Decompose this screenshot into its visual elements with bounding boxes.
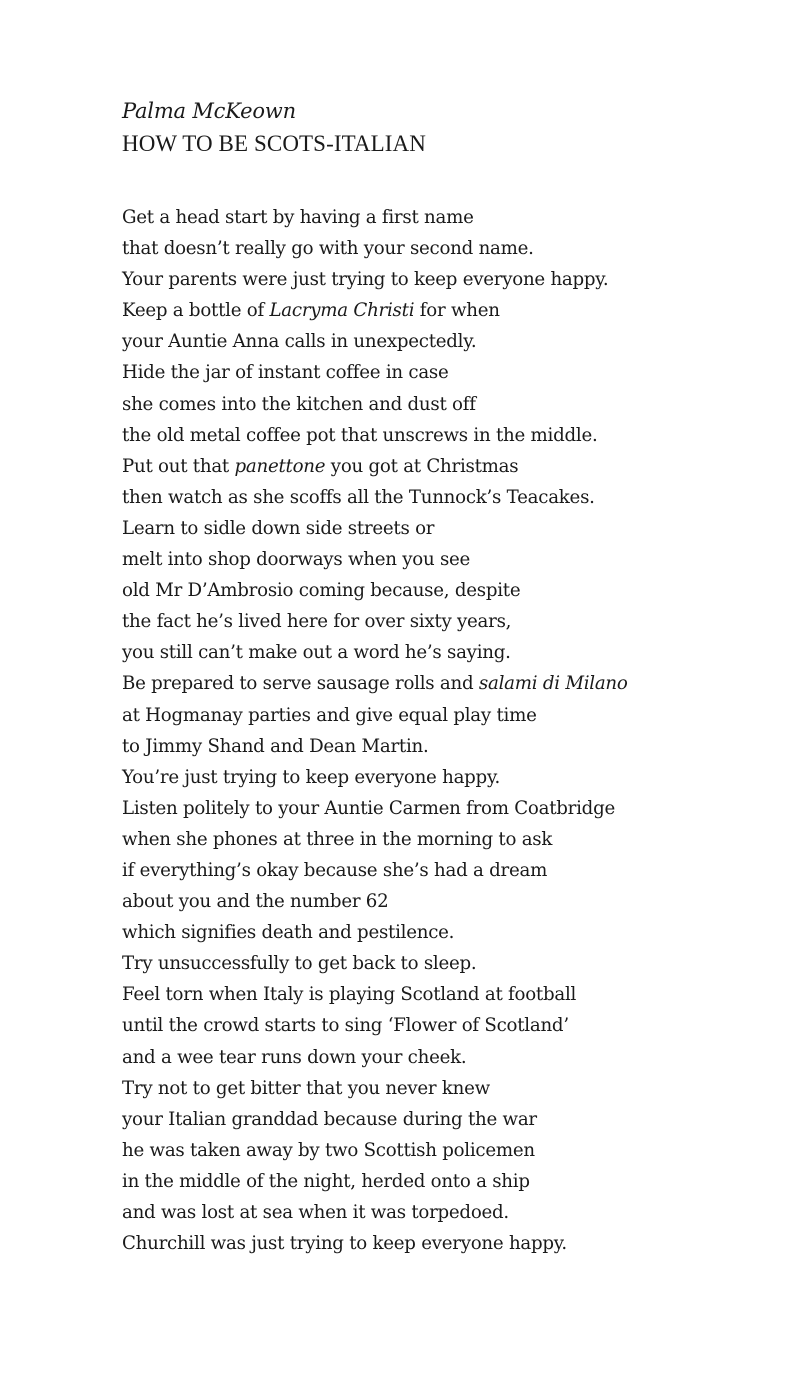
poem-line	[122, 1010, 782, 1041]
poem-line-segment: Learn to sidle down side streets or	[122, 517, 435, 539]
poem-line-segment: Listen politely to your Auntie Carmen from Coatbridge	[122, 797, 615, 819]
poem-line	[122, 295, 782, 326]
poem-page	[122, 96, 782, 1259]
poem-line-segment: Hide the jar of instant coffee in case	[122, 362, 449, 384]
poem-line	[122, 917, 782, 948]
poem-line-segment: Your parents were just trying to keep everyone happy.	[122, 269, 609, 291]
poem-line-segment: the fact he’s lived here for over sixty years,	[122, 611, 512, 633]
poem-line-segment: your Auntie Anna calls in unexpectedly.	[122, 331, 477, 353]
poem-line	[122, 948, 782, 979]
poem-line-italic-segment: panettone	[234, 455, 326, 477]
poem-line	[122, 389, 782, 420]
author-name: Palma McKeown	[122, 99, 296, 123]
poem-line	[122, 886, 782, 917]
poem-line	[122, 668, 782, 699]
poem-line-segment: the old metal coffee pot that unscrews in the middle.	[122, 424, 598, 446]
poem-line	[122, 513, 782, 544]
poem-line	[122, 575, 782, 606]
poem-line	[122, 1197, 782, 1228]
poem-line	[122, 326, 782, 357]
poem-line	[122, 1073, 782, 1104]
poem-line	[122, 544, 782, 575]
poem-line-segment: she comes into the kitchen and dust off	[122, 393, 476, 415]
poem-line	[122, 1135, 782, 1166]
poem-line-segment: Keep a bottle of	[122, 300, 270, 322]
poem-line-segment: and a wee tear runs down your cheek.	[122, 1046, 467, 1068]
poem-line-italic-segment: salami di Milano	[478, 673, 628, 695]
poem-title: HOW TO BE SCOTS-ITALIAN	[122, 131, 426, 156]
poem-line-segment: you still can’t make out a word he’s saying.	[122, 642, 511, 664]
poem-line	[122, 606, 782, 637]
poem-line	[122, 233, 782, 264]
poem-line	[122, 824, 782, 855]
poem-line	[122, 357, 782, 388]
poem-line-segment: when she phones at three in the morning to ask	[122, 828, 553, 850]
poem-line	[122, 1042, 782, 1073]
poem-line-segment: he was taken away by two Scottish policemen	[122, 1139, 535, 1161]
poem-line	[122, 1104, 782, 1135]
poem-line-segment: You’re just trying to keep everyone happy.	[122, 766, 501, 788]
poem-line-segment: until the crowd starts to sing ‘Flower of Scotland’	[122, 1015, 569, 1037]
poem-line-segment: Put out that	[122, 455, 235, 477]
poem-line-segment: if everything’s okay because she’s had a dream	[122, 859, 548, 881]
poem-line-segment: Get a head start by having a first name	[122, 207, 474, 228]
poem-line-segment: then watch as she scoffs all the Tunnock’s Teacakes.	[122, 486, 595, 508]
poem-line	[122, 420, 782, 451]
poem-line-segment: to Jimmy Shand and Dean Martin.	[122, 735, 429, 757]
poem-line	[122, 202, 782, 233]
poem-line-segment: which signifies death and pestilence.	[122, 922, 455, 944]
poem-body	[122, 202, 782, 1259]
poem-line	[122, 762, 782, 793]
poem-line	[122, 482, 782, 513]
poem-line-segment: old Mr D’Ambrosio coming because, despite	[122, 580, 521, 602]
poem-line-segment: and was lost at sea when it was torpedoed.	[122, 1202, 509, 1223]
poem-line-segment: about you and the number 62	[122, 891, 389, 913]
poem-line	[122, 855, 782, 886]
poem-line-segment: at Hogmanay parties and give equal play time	[122, 704, 537, 726]
poem-line-segment: in the middle of the night, herded onto a ship	[122, 1170, 530, 1192]
poem-line-segment: your Italian granddad because during the war	[122, 1108, 537, 1130]
poem-line	[122, 793, 782, 824]
poem-line-segment: melt into shop doorways when you see	[122, 549, 471, 571]
poem-line-segment: Try unsuccessfully to get back to sleep.	[122, 953, 477, 975]
poem-line	[122, 731, 782, 762]
poem-line-segment: Be prepared to serve sausage rolls and	[122, 673, 479, 695]
poem-line-segment: Churchill was just trying to keep everyone happy.	[122, 1233, 567, 1255]
poem-line-italic-segment: Lacryma Christi	[269, 300, 415, 322]
poem-line	[122, 451, 782, 482]
poem-line	[122, 979, 782, 1010]
poem-line-segment: you got at Christmas	[325, 455, 519, 477]
poem-line-segment: for when	[414, 300, 500, 322]
poem-line	[122, 700, 782, 731]
poem-line	[122, 264, 782, 295]
poem-line-segment: Try not to get bitter that you never knew	[122, 1077, 490, 1099]
poem-line	[122, 637, 782, 668]
poem-line-segment: that doesn’t really go with your second name.	[122, 238, 534, 260]
poem-line-segment: Feel torn when Italy is playing Scotland at football	[122, 984, 577, 1006]
poem-line	[122, 1228, 782, 1259]
poem-line	[122, 1166, 782, 1197]
